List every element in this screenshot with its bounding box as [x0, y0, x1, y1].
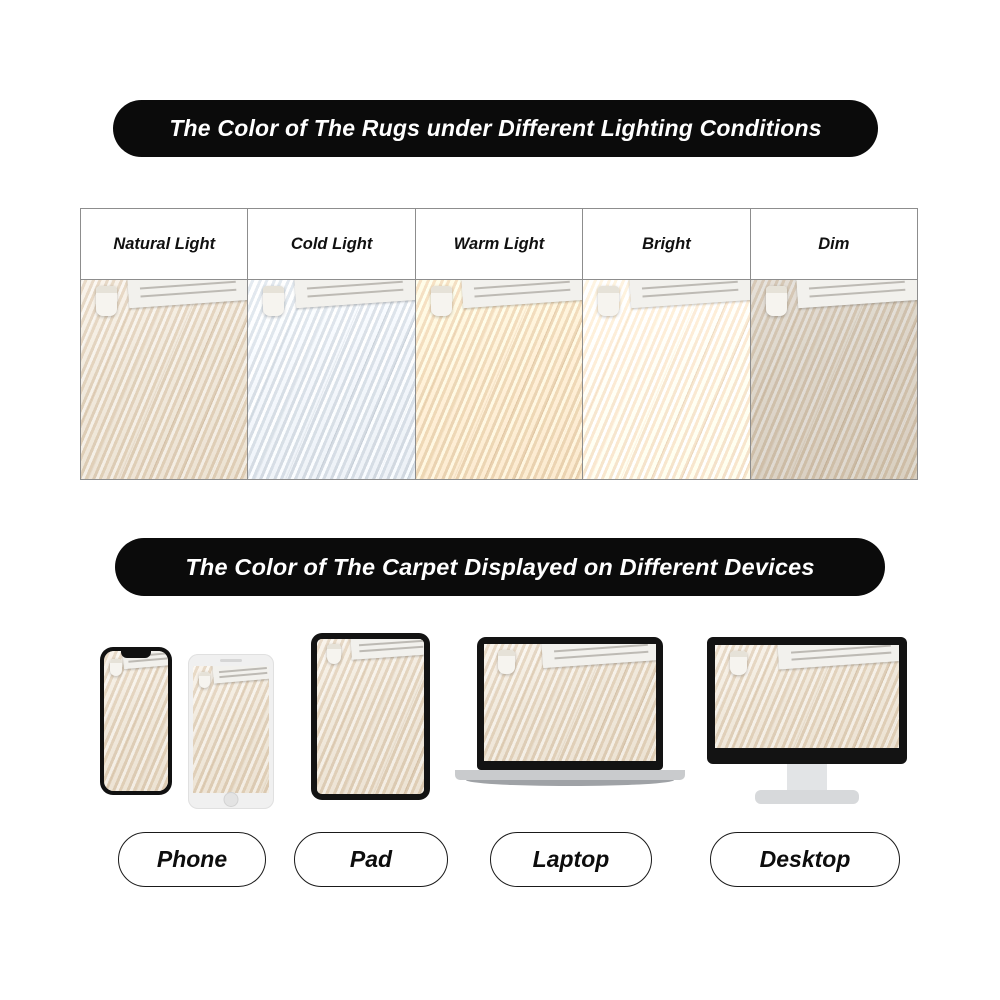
- phone-white-screen: [193, 666, 269, 793]
- laptop-base: [455, 770, 685, 780]
- lighting-column-natural-light: [81, 209, 248, 479]
- mug-decor: [431, 286, 452, 316]
- lighting-section-banner: The Color of The Rugs under Different Lighting Conditions: [113, 100, 878, 157]
- mug-decor: [766, 286, 787, 316]
- device-label-desktop: Desktop: [710, 832, 900, 887]
- pad-device-mockup: [311, 633, 430, 800]
- rug-swatch-warm-light: [416, 280, 582, 479]
- mug-decor: [498, 650, 515, 674]
- laptop-screen: [484, 644, 656, 761]
- lighting-header-dim: Dim: [751, 209, 917, 280]
- device-label-pad: Pad: [294, 832, 448, 887]
- phone-speaker: [220, 659, 242, 662]
- rug-swatch-bright: [583, 280, 749, 479]
- rug-swatch-dim: [751, 280, 917, 479]
- desktop-monitor: [707, 637, 907, 764]
- mug-decor: [730, 651, 747, 675]
- mug-decor: [199, 672, 210, 688]
- mug-decor: [96, 286, 117, 316]
- pad-screen: [317, 639, 424, 794]
- desktop-stand-base: [755, 790, 859, 804]
- device-label-laptop: Laptop: [490, 832, 652, 887]
- laptop-foot: [466, 780, 674, 786]
- lighting-column-warm-light: [416, 209, 583, 479]
- rug-swatch-natural-light: [81, 280, 247, 479]
- phone-notch: [121, 651, 151, 658]
- desktop-stand-neck: [787, 764, 827, 792]
- mug-decor: [327, 644, 341, 664]
- device-label-phone: Phone: [118, 832, 266, 887]
- lighting-header-bright: Bright: [583, 209, 749, 280]
- device-label-row: [0, 832, 1000, 894]
- laptop-lid: [477, 637, 663, 770]
- laptop-device-mockup: [455, 637, 685, 812]
- lighting-header-natural-light: Natural Light: [81, 209, 247, 280]
- mug-decor: [263, 286, 284, 316]
- lighting-comparison-table: [80, 208, 918, 480]
- phone-device-mockup: [100, 647, 172, 795]
- devices-section-banner: The Color of The Carpet Displayed on Different Devices: [115, 538, 885, 596]
- lighting-column-bright: [583, 209, 750, 479]
- lighting-header-cold-light: Cold Light: [248, 209, 414, 280]
- desktop-screen: [715, 645, 899, 748]
- device-mockups: [0, 612, 1000, 822]
- lighting-column-cold-light: [248, 209, 415, 479]
- mug-decor: [110, 659, 122, 676]
- phone-white-device-mockup: [188, 654, 274, 809]
- phone-home-button[interactable]: [224, 792, 239, 807]
- mug-decor: [598, 286, 619, 316]
- lighting-header-warm-light: Warm Light: [416, 209, 582, 280]
- lighting-column-dim: [751, 209, 917, 479]
- phone-screen: [104, 651, 168, 791]
- desktop-device-mockup: [707, 637, 907, 817]
- rug-swatch-cold-light: [248, 280, 414, 479]
